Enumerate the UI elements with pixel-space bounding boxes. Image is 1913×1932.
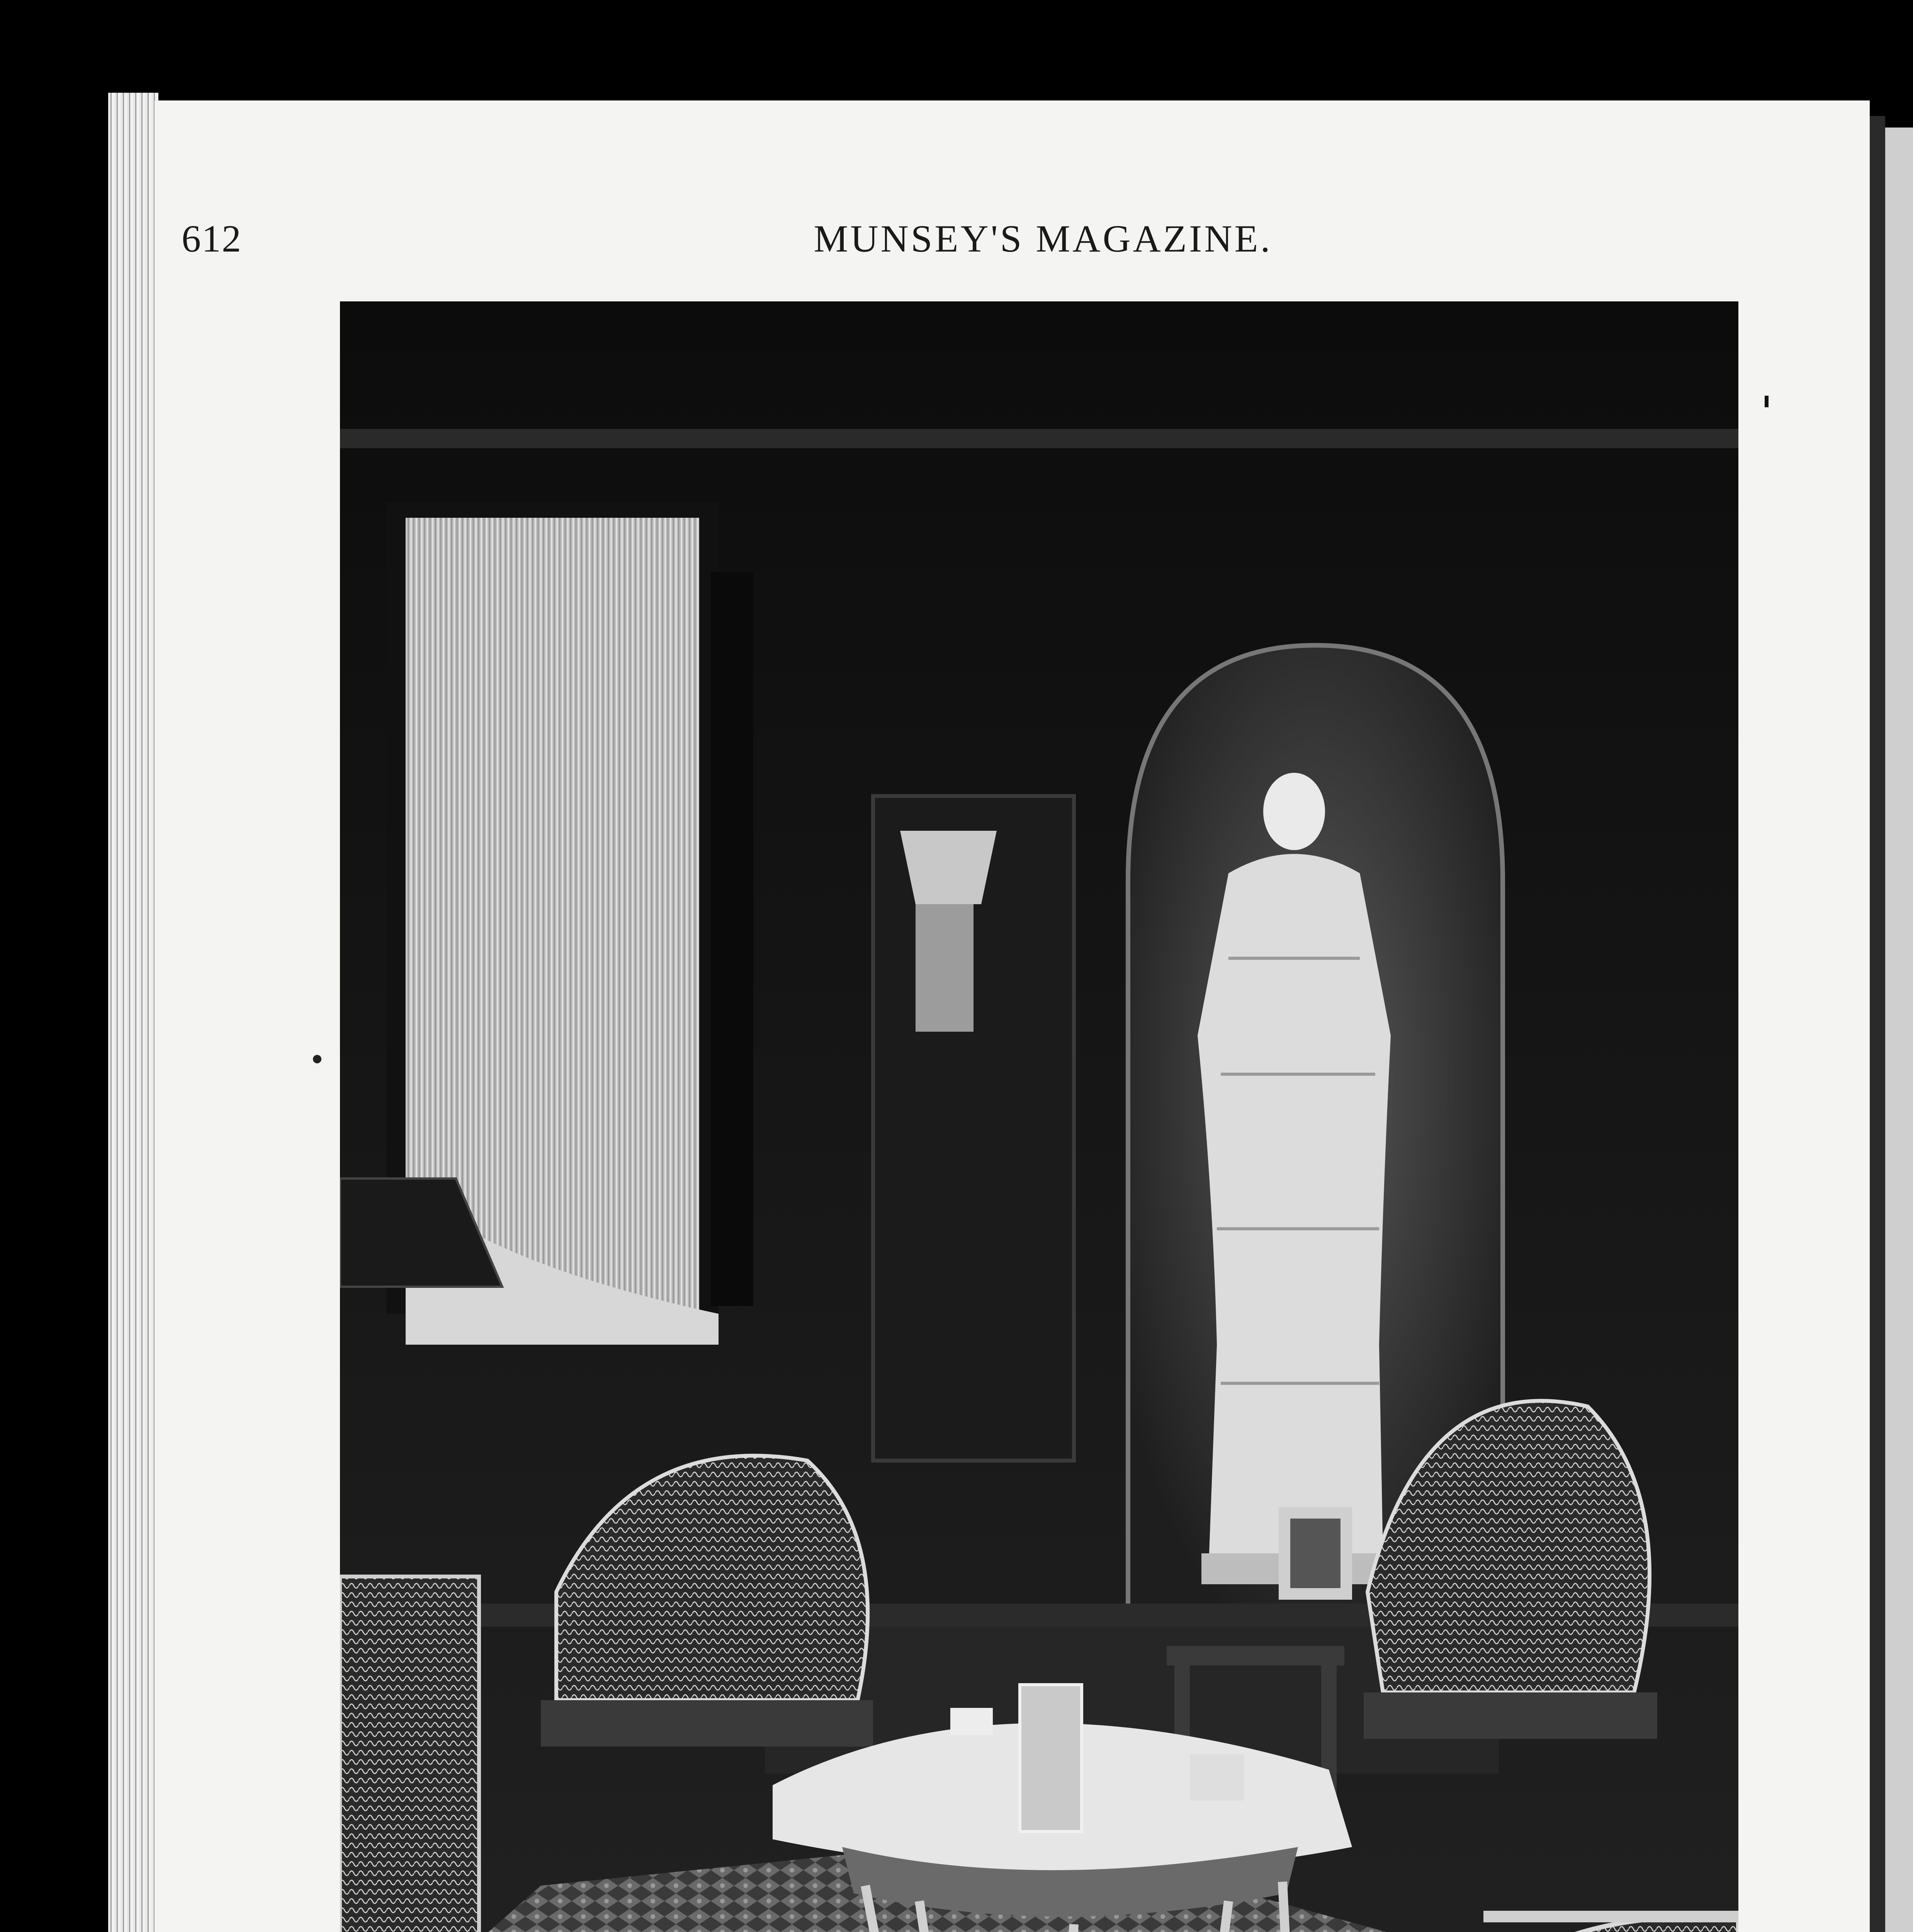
print-speck (313, 1055, 321, 1063)
print-mark (1765, 396, 1769, 407)
engraved-photograph-tea-room-icon (340, 301, 1738, 1932)
running-head: MUNSEY'S MAGAZINE. (814, 217, 1273, 260)
gutter-shadow (1870, 116, 1885, 1932)
facing-page-edge (1885, 128, 1913, 1932)
book-page-edges (108, 93, 158, 1932)
page-number: 612 (182, 217, 242, 260)
tea-room-photograph (340, 301, 1738, 1932)
